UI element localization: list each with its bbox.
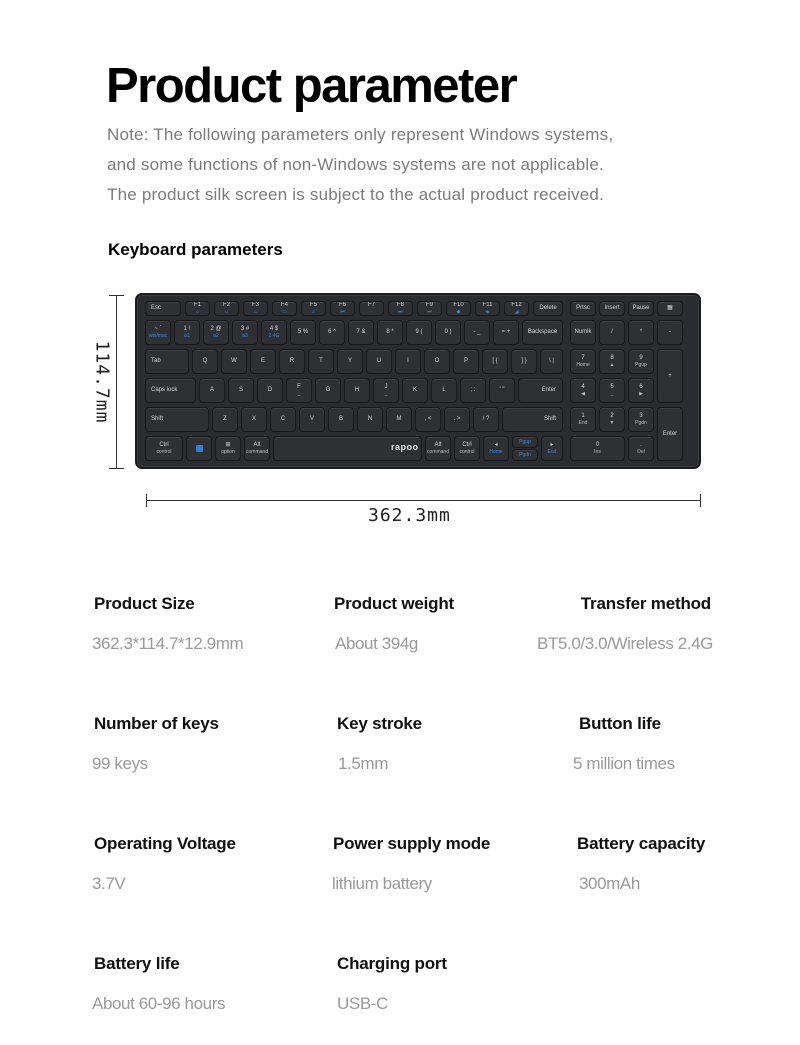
key-f3: F3 ⌂	[243, 301, 268, 316]
spec-value-power-supply-mode: lithium battery	[332, 874, 432, 893]
key-f11: F11 ◈	[475, 301, 500, 316]
calculator-icon: ▦	[667, 305, 673, 311]
key-left-bracket: [ {	[482, 349, 508, 374]
key-caps-lock: Caps lock	[145, 378, 196, 403]
key-6: 6 ^	[319, 320, 345, 345]
key-3: 3 # ʙ3	[232, 320, 258, 345]
key-numpad-9: 9 Pgup	[628, 349, 654, 374]
key-0: 0 )	[435, 320, 461, 345]
height-dimension-label: 114.7mm	[91, 340, 113, 424]
key-m: M	[386, 407, 412, 432]
key-d: D	[257, 378, 283, 403]
key-numpad-dot: . Del	[628, 436, 654, 461]
key-numpad-star: *	[628, 320, 654, 345]
key-up-arrow: Pgup	[512, 436, 538, 448]
key-f10: F10 ◆	[446, 301, 471, 316]
key-period: . >	[444, 407, 470, 432]
key-numpad-3: 3 Pgdn	[628, 407, 654, 432]
key-w: W	[221, 349, 247, 374]
key-slash: / ?	[473, 407, 499, 432]
key-2: 2 @ ʙ2	[203, 320, 229, 345]
key-5: 5 %	[290, 320, 316, 345]
key-backspace: Backspace	[522, 320, 563, 345]
key-f5: F5 ♫	[301, 301, 326, 316]
note-line: Note: The following parameters only represent Windows systems,	[107, 125, 614, 144]
rapoo-logo: rapoo	[391, 442, 419, 452]
spec-value-button-life: 5 million times	[573, 754, 675, 773]
spec-value-battery-life: About 60-96 hours	[92, 994, 226, 1013]
key-enter: Enter	[518, 378, 563, 403]
key-e: E	[250, 349, 276, 374]
key-f6: F6 ⏮	[330, 301, 355, 316]
key-9: 9 (	[406, 320, 432, 345]
key-calculator	[657, 301, 683, 316]
key-left-alt: Alt command	[244, 436, 270, 461]
key-a: A	[199, 378, 225, 403]
spec-value-battery-capacity: 300mAh	[579, 874, 640, 893]
spec-value-product-size: 362.3*114.7*12.9mm	[92, 634, 244, 653]
key-windows: ⊞ option	[215, 436, 241, 461]
key-1: 1 ! ʙ1	[174, 320, 200, 345]
spec-value-transfer-method: BT5.0/3.0/Wireless 2.4G	[537, 634, 713, 653]
key-numpad-5: 5 _	[599, 378, 625, 403]
key-semicolon: ; :	[460, 378, 486, 403]
width-dimension-line	[146, 500, 701, 501]
key-right-alt: Alt command	[425, 436, 451, 461]
key-numpad-0: 0 Ins	[570, 436, 625, 461]
key-left-arrow: ◂ Home	[483, 436, 509, 461]
key-f2: F2 ☼	[214, 301, 239, 316]
page-title: Product parameter	[106, 59, 517, 113]
key-u: U	[366, 349, 392, 374]
key-right-ctrl: Ctrl control	[454, 436, 480, 461]
key-numlock: Numlk	[570, 320, 596, 345]
key-left-shift: Shift	[145, 407, 209, 432]
key-insert: Insert	[599, 301, 625, 316]
spec-value-number-of-keys: 99 keys	[92, 754, 148, 773]
key-right-shift: Shift	[502, 407, 563, 432]
keyboard-image	[135, 293, 701, 469]
key-4: 4 $ 2.4G	[261, 320, 287, 345]
key-k: K	[402, 378, 428, 403]
spec-value-charging-port: USB-C	[337, 994, 388, 1013]
spec-label-power-supply-mode: Power supply mode	[333, 834, 491, 853]
key-v: V	[299, 407, 325, 432]
spec-label-button-life: Button life	[579, 714, 661, 733]
key-down-arrow: Pgdn	[512, 449, 538, 461]
key-b: B	[328, 407, 354, 432]
spec-value-operating-voltage: 3.7V	[92, 874, 126, 893]
key-i: I	[395, 349, 421, 374]
key-h: H	[344, 378, 370, 403]
key-f9: F9 ⏭	[417, 301, 442, 316]
key-x: X	[241, 407, 267, 432]
key-g: G	[315, 378, 341, 403]
spec-value-product-weight: About 394g	[335, 634, 418, 653]
key-numpad-plus: +	[657, 349, 683, 403]
key-c: C	[270, 407, 296, 432]
key-numpad-8: 8 ▲	[599, 349, 625, 374]
spec-label-operating-voltage: Operating Voltage	[94, 834, 236, 853]
key-left-ctrl: Ctrl control	[145, 436, 183, 461]
spec-label-product-weight: Product weight	[334, 594, 454, 613]
spec-label-transfer-method: Transfer method	[580, 594, 711, 613]
windows-icon: ⊞	[225, 441, 231, 448]
key-7: 7 &	[348, 320, 374, 345]
key-f: F _	[286, 378, 312, 403]
key-numpad-1: 1 End	[570, 407, 596, 432]
key-equals: = +	[493, 320, 519, 345]
width-dimension-label: 362.3mm	[368, 505, 451, 526]
key-f7: F7 ▫	[359, 301, 384, 316]
key-tab: Tab	[145, 349, 189, 374]
spec-label-number-of-keys: Number of keys	[94, 714, 219, 733]
note-line: The product silk screen is subject to the actual product received.	[107, 185, 605, 204]
key-q: Q	[192, 349, 218, 374]
key-right-bracket: ] }	[511, 349, 537, 374]
key-z: Z	[212, 407, 238, 432]
key-f12: F12 ◢	[504, 301, 529, 316]
key-f1: F1 ☼	[185, 301, 210, 316]
key-t: T	[308, 349, 334, 374]
note-line: and some functions of non-Windows systems are not applicable.	[107, 155, 604, 174]
key-numpad-7: 7 Home	[570, 349, 596, 374]
key-f4: F4 ▭	[272, 301, 297, 316]
spec-label-key-stroke: Key stroke	[337, 714, 422, 733]
key-quote: ' "	[489, 378, 515, 403]
keyboard-parameters-heading: Keyboard parameters	[108, 240, 283, 259]
spec-value-key-stroke: 1.5mm	[338, 754, 388, 773]
key-f8: F8 ⏭	[388, 301, 413, 316]
disclaimer-note	[107, 120, 727, 210]
key-n: N	[357, 407, 383, 432]
key-numpad-2: 2 ▼	[599, 407, 625, 432]
key-l: L	[431, 378, 457, 403]
key-numpad-minus: -	[657, 320, 683, 345]
key-8: 8 *	[377, 320, 403, 345]
key-p: P	[453, 349, 479, 374]
key-numpad-slash: /	[599, 320, 625, 345]
key-numpad-4: 4 ◀	[570, 378, 596, 403]
spec-label-battery-life: Battery life	[94, 954, 180, 973]
spec-label-product-size: Product Size	[94, 594, 195, 613]
key-esc: Esc	[145, 301, 181, 316]
key-numpad-enter: Enter	[657, 407, 683, 461]
key-comma: , <	[415, 407, 441, 432]
key-y: Y	[337, 349, 363, 374]
key-numpad-6: 6 ▶	[628, 378, 654, 403]
key-backslash: \ |	[540, 349, 563, 374]
height-dimension-line	[116, 295, 117, 469]
key-right-arrow: ▸ End	[541, 436, 563, 461]
key-prtsc: Prtsc	[570, 301, 596, 316]
key-delete: Delete	[533, 301, 563, 316]
spec-label-charging-port: Charging port	[337, 954, 447, 973]
key-s: S	[228, 378, 254, 403]
key-tilde: ~ ` win/mac	[145, 320, 171, 345]
key-pause: Pause	[628, 301, 654, 316]
key-j: J _	[373, 378, 399, 403]
key-minus: - _	[464, 320, 490, 345]
key-fn	[186, 436, 212, 461]
key-o: O	[424, 349, 450, 374]
key-r: R	[279, 349, 305, 374]
spec-label-battery-capacity: Battery capacity	[577, 834, 706, 853]
